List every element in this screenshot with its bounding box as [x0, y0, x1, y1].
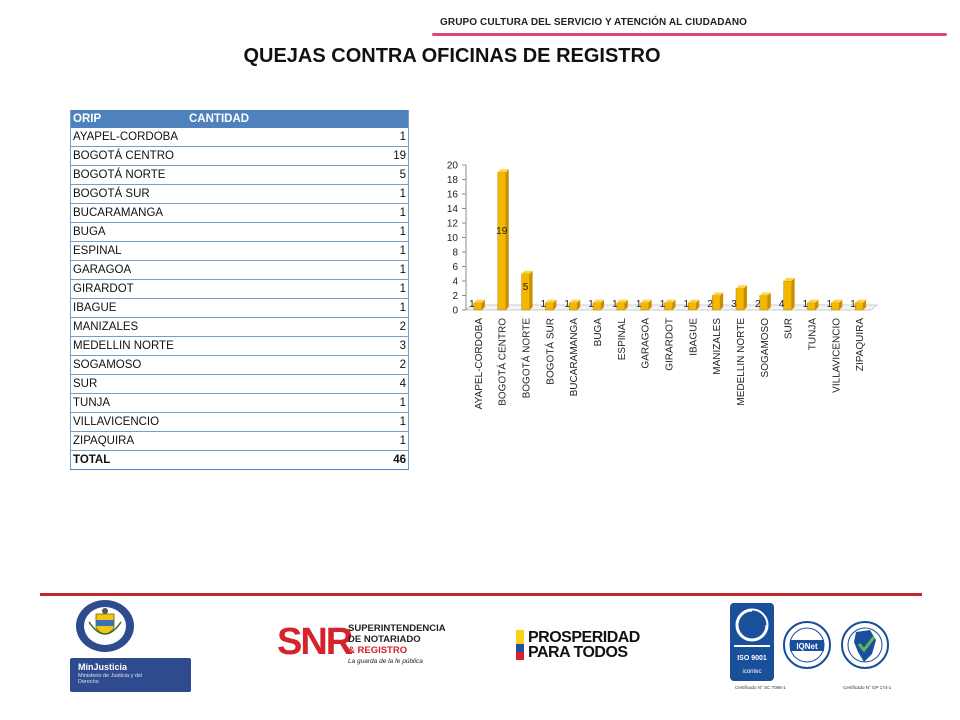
x-tick-label: VILLAVICENCIO	[831, 318, 843, 393]
orip-name-cell: GARAGOA	[71, 261, 188, 280]
table-row	[71, 337, 409, 356]
data-label: 4	[778, 299, 785, 310]
x-tick-label: BUGA	[593, 318, 605, 347]
orip-name-cell: MEDELLIN NORTE	[71, 337, 188, 356]
table-row	[71, 299, 409, 318]
orip-name-cell: GIRARDOT	[71, 280, 188, 299]
y-tick-label: 4	[452, 276, 458, 288]
x-tick-label: MANIZALES	[712, 318, 724, 375]
footer-divider-line	[40, 593, 922, 596]
y-tick-label: 2	[452, 291, 458, 302]
x-tick-label: ZIPAQUIRA	[855, 318, 867, 372]
cantidad-cell: 2	[187, 356, 409, 375]
table-row	[71, 413, 409, 432]
y-tick-label: 16	[446, 189, 458, 201]
orip-name-cell: VILLAVICENCIO	[71, 413, 188, 432]
bar-side	[506, 169, 509, 310]
orip-name-cell: SOGAMOSO	[71, 356, 188, 375]
data-label: 1	[588, 299, 594, 310]
cantidad-cell: 4	[187, 375, 409, 394]
data-label: 1	[850, 299, 856, 310]
y-tick-label: 10	[446, 233, 458, 244]
bar	[760, 296, 768, 311]
bar	[498, 172, 506, 310]
data-label: 1	[659, 299, 666, 310]
bar-side	[792, 278, 795, 310]
bar	[474, 303, 482, 310]
data-label: 1	[826, 299, 833, 310]
certificate-caption-1: Certificado N° SC 7086-1	[735, 685, 786, 690]
column-header-cantidad-label: CANTIDAD	[189, 113, 250, 125]
total-label-cell: TOTAL	[71, 451, 188, 470]
column-header-cantidad	[187, 110, 409, 128]
data-label: 5	[522, 282, 529, 294]
orip-name-cell: ZIPAQUIRA	[71, 432, 188, 451]
colombia-flag-stripe-icon	[516, 630, 526, 660]
cantidad-cell: 1	[187, 185, 409, 204]
table-row	[71, 356, 409, 375]
table-row	[71, 318, 409, 337]
data-label: 1	[802, 299, 809, 310]
table-row	[71, 432, 409, 451]
x-tick-label: BUCARAMANGA	[569, 318, 581, 397]
data-label: 2	[755, 299, 761, 310]
bar	[545, 303, 553, 310]
complaints-table	[70, 110, 409, 470]
orip-name-cell: BOGOTÁ CENTRO	[71, 147, 188, 166]
x-tick-label: BOGOTÁ SUR	[545, 318, 557, 385]
cantidad-cell: 1	[187, 128, 409, 147]
bar	[831, 303, 839, 310]
bar	[736, 288, 744, 310]
x-tick-label: TUNJA	[807, 318, 819, 351]
data-label: 1	[540, 299, 547, 310]
table-row	[71, 166, 409, 185]
table-row	[71, 375, 409, 394]
icontec-label: icontec	[742, 669, 762, 675]
orip-name-cell: BUCARAMANGA	[71, 204, 188, 223]
snr-logo-letters: SNR	[277, 621, 352, 663]
snr-line-1: SUPERINTENDENCIA	[348, 623, 446, 634]
x-tick-label: SOGAMOSO	[759, 318, 771, 378]
y-tick-label: 6	[452, 262, 458, 273]
y-tick-label: 8	[452, 247, 458, 259]
minjusticia-subtitle: Ministerio de Justicia y del Derecho	[78, 673, 143, 685]
bar	[712, 296, 720, 311]
cantidad-cell: 1	[187, 204, 409, 223]
data-label: 1	[612, 299, 618, 310]
x-tick-label: IBAGUE	[688, 318, 700, 356]
orip-name-cell: TUNJA	[71, 394, 188, 413]
cantidad-cell: 1	[187, 413, 409, 432]
table-total-row	[71, 451, 409, 470]
x-tick-label: ESPINAL	[616, 318, 628, 361]
bar-side	[744, 285, 747, 310]
cantidad-cell: 1	[187, 394, 409, 413]
table-row	[71, 261, 409, 280]
orip-name-cell: BOGOTÁ SUR	[71, 185, 188, 204]
cantidad-cell: 1	[187, 261, 409, 280]
orip-name-cell: BUGA	[71, 223, 188, 242]
data-label: 1	[469, 299, 475, 310]
cantidad-cell: 1	[187, 432, 409, 451]
cantidad-cell: 1	[187, 299, 409, 318]
orip-name-cell: AYAPEL-CORDOBA	[71, 128, 188, 147]
bar	[569, 303, 577, 310]
x-tick-label: SUR	[783, 318, 795, 340]
y-tick-label: 20	[446, 160, 458, 172]
cantidad-cell: 5	[187, 166, 409, 185]
table-row	[71, 280, 409, 299]
total-value-cell: 46	[187, 451, 409, 470]
bar	[665, 303, 673, 310]
x-tick-label: BOGOTÁ CENTRO	[497, 318, 509, 406]
table-row	[71, 242, 409, 261]
x-tick-label: BOGOTÁ NORTE	[521, 318, 533, 399]
data-label: 2	[707, 299, 713, 310]
cantidad-cell: 1	[187, 242, 409, 261]
bar	[617, 303, 625, 310]
x-tick-label: AYAPEL-CORDOBA	[473, 318, 485, 410]
bar	[784, 281, 792, 310]
minjusticia-title: MinJusticia	[78, 662, 128, 672]
table-row	[71, 394, 409, 413]
bar-side	[530, 271, 533, 310]
y-tick-label: 18	[446, 175, 458, 186]
data-label: 1	[635, 299, 642, 310]
data-label: 1	[683, 299, 690, 310]
bar	[688, 303, 696, 310]
iso-label: ISO 9001	[737, 655, 767, 662]
bar-side	[720, 293, 723, 311]
colombia-coat-of-arms-icon	[74, 598, 136, 654]
table-row	[71, 204, 409, 223]
y-tick-label: 12	[446, 218, 458, 230]
cantidad-cell: 3	[187, 337, 409, 356]
snr-line-3: & REGISTRO	[348, 645, 408, 656]
table-header-row	[71, 110, 409, 128]
prosperidad-line-2: PARA TODOS	[528, 644, 628, 661]
iqnet-label: IQNet	[796, 642, 818, 651]
data-label: 3	[731, 299, 737, 310]
complaints-bar-chart	[440, 155, 880, 435]
table-row	[71, 128, 409, 147]
certificate-caption-2: Certificado N° GP 174-1	[843, 685, 892, 690]
prosperidad-line-1: PROSPERIDAD	[528, 629, 640, 646]
cantidad-cell: 1	[187, 223, 409, 242]
orip-name-cell: SUR	[71, 375, 188, 394]
column-header-orip-label: ORIP	[73, 113, 102, 125]
x-tick-label: MEDELLIN NORTE	[735, 318, 747, 406]
minjusticia-logo	[70, 658, 191, 692]
cantidad-cell: 2	[187, 318, 409, 337]
x-tick-label: GARAGOA	[640, 318, 652, 369]
bar-side	[768, 293, 771, 311]
column-header-orip	[71, 110, 188, 128]
icontec-iso-9001-seal-icon	[730, 603, 774, 681]
orip-name-cell: IBAGUE	[71, 299, 188, 318]
bar	[855, 303, 863, 310]
page-title: QUEJAS CONTRA OFICINAS DE REGISTRO	[243, 45, 661, 67]
bar	[807, 303, 815, 310]
y-tick-label: 0	[452, 305, 458, 317]
header-accent-line	[432, 33, 947, 36]
orip-name-cell: BOGOTÁ NORTE	[71, 166, 188, 185]
orip-name-cell: MANIZALES	[71, 318, 188, 337]
snr-tagline: La guarda de la fe pública	[348, 658, 423, 665]
snr-line-2: DE NOTARIADO	[348, 634, 421, 645]
data-label: 19	[496, 226, 508, 238]
y-tick-label: 14	[446, 204, 458, 215]
table-row	[71, 223, 409, 242]
table-row	[71, 185, 409, 204]
orip-name-cell: ESPINAL	[71, 242, 188, 261]
data-label: 1	[564, 299, 570, 310]
gp-quality-seal-icon	[840, 620, 890, 672]
x-tick-label: GIRARDOT	[664, 318, 676, 371]
group-header-label: GRUPO CULTURA DEL SERVICIO Y ATENCIÓN AL CIUDADANO	[440, 17, 748, 28]
bar	[593, 303, 601, 310]
iqnet-seal-icon	[782, 620, 832, 670]
table-row	[71, 147, 409, 166]
bar	[641, 303, 649, 310]
cantidad-cell: 1	[187, 280, 409, 299]
cantidad-cell: 19	[187, 147, 409, 166]
